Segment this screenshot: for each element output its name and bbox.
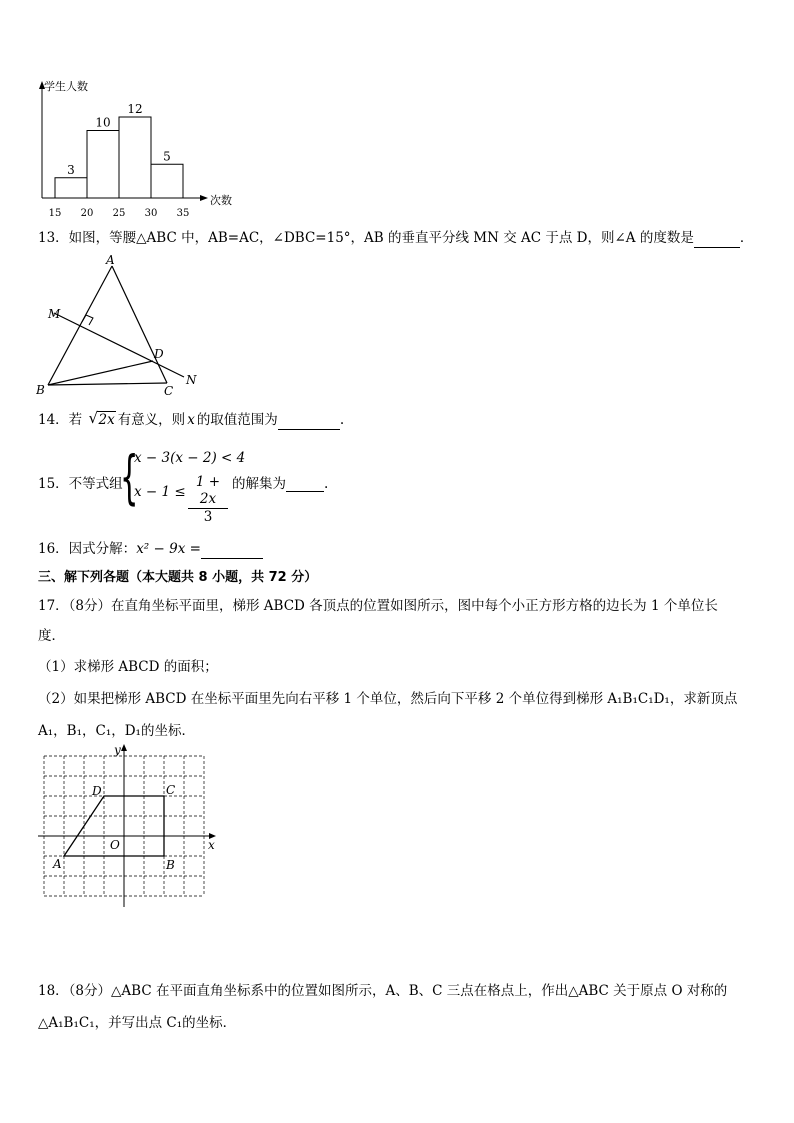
- segment-ac: [112, 266, 167, 383]
- right-angle-mark: [82, 315, 93, 325]
- x-tick-label: 15: [48, 208, 62, 219]
- label-o: O: [110, 838, 120, 852]
- fraction: 1 + 2x 3: [188, 474, 228, 526]
- histogram-bar: [119, 117, 151, 198]
- trapezoid-grid-figure: [36, 742, 226, 910]
- label-m: M: [48, 307, 61, 321]
- bar-value-label: 10: [95, 115, 111, 130]
- q18-line1: 18．（8分）△ABC 在平面直角坐标系中的位置如图所示，A、B、C 三点在格点上，作出△ABC 关于原点 O 对称的: [38, 983, 728, 999]
- q17-part1: （1）求梯形 ABCD 的面积；: [38, 659, 218, 675]
- x-tick-label: 30: [144, 208, 158, 219]
- segment-bc: [48, 383, 167, 385]
- histogram-bar: [55, 178, 87, 198]
- q13-text: 13．如图，等腰△ABC 中，AB=AC，∠DBC=15°，AB 的垂直平分线 MN 交 AC 于点 D，则∠A 的度数是: [38, 230, 694, 246]
- q13-answer-blank[interactable]: [694, 233, 740, 248]
- q15-answer-blank[interactable]: [286, 477, 324, 492]
- line-mn: [54, 313, 184, 377]
- sqrt-expression: √ 2x: [88, 409, 115, 428]
- y-axis-label: 学生人数: [44, 80, 88, 93]
- label-b: B: [36, 383, 45, 397]
- question-15: 15．不等式组 { x − 3(x − 2) < 4 x − 1 ≤ 1 + 2x 3 的解集为 .: [38, 443, 329, 525]
- x-axis-arrow: [200, 195, 208, 201]
- q16-answer-blank[interactable]: [201, 544, 263, 559]
- label-n: N: [186, 373, 197, 387]
- histogram-bar: [151, 164, 183, 198]
- label-b: B: [166, 858, 175, 872]
- bar-value-label: 3: [67, 162, 75, 177]
- q18-line2: △A₁B₁C₁，并写出点 C₁的坐标．: [38, 1015, 237, 1031]
- segment-bd: [48, 361, 153, 385]
- histogram-bar: [87, 131, 119, 199]
- triangle-figure: [36, 252, 206, 400]
- label-c: C: [166, 783, 176, 797]
- label-a: A: [106, 253, 115, 267]
- x-axis-label: 次数: [210, 194, 232, 207]
- x-tick-label: 25: [112, 208, 126, 219]
- y-axis-arrow: [121, 744, 127, 751]
- label-y: y: [114, 743, 121, 757]
- inequality-2-left: x − 1 ≤: [134, 484, 186, 500]
- label-x: x: [208, 838, 215, 852]
- label-a: A: [53, 857, 62, 871]
- bar-value-label: 12: [127, 102, 143, 116]
- label-c: C: [164, 384, 174, 398]
- label-d: D: [92, 784, 102, 798]
- q17-part2: （2）如果把梯形 ABCD 在坐标平面里先向右平移 1 个单位，然后向下平移 2 个单位得到梯形 A₁B₁C₁D₁，求新顶点: [38, 691, 738, 707]
- label-d: D: [154, 347, 164, 361]
- question-14: 14．若 √ 2x 有意义，则 x 的取值范围为 .: [38, 409, 345, 428]
- histogram-chart: [30, 76, 250, 221]
- section-3-title: 三、解下列各题（本大题共 8 小题，共 72 分）: [38, 570, 318, 585]
- q17-line2: 度．: [38, 628, 65, 644]
- q17-line1: 17．（8分）在直角坐标平面里，梯形 ABCD 各顶点的位置如图所示，图中每个小正方形方格的边长为 1 个单位长: [38, 598, 718, 614]
- q17-part2-line2: A₁，B₁，C₁，D₁的坐标．: [38, 723, 195, 739]
- question-13: 13．如图，等腰△ABC 中，AB=AC，∠DBC=15°，AB 的垂直平分线 MN 交 AC 于点 D，则∠A 的度数是 ．: [38, 230, 754, 246]
- inequality-1: x − 3(x − 2) < 4: [134, 450, 246, 466]
- bar-value-label: 5: [163, 149, 171, 164]
- x-tick-label: 20: [80, 208, 94, 219]
- question-16: 16．因式分解：x² − 9x =: [38, 539, 263, 559]
- q14-answer-blank[interactable]: [278, 415, 340, 430]
- brace: {: [120, 443, 139, 511]
- x-tick-label: 35: [176, 208, 190, 219]
